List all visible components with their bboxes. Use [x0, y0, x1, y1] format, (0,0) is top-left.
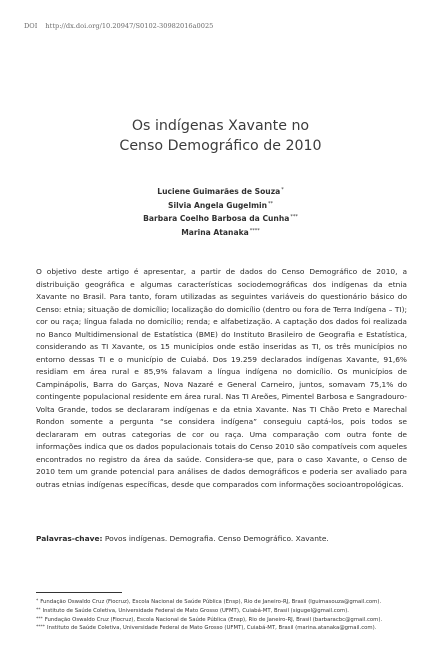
- footnote-divider: [36, 592, 122, 593]
- footnote-text: Instituto de Saúde Coletiva, Universidade Federal de Mato Grosso (UFMT), Cuiabá-MT, Brasil (sigugel@gmail.com).: [42, 607, 350, 614]
- author: [0, 212, 441, 226]
- author-name: Luciene Guimarães de Souza: [157, 187, 281, 196]
- author: [0, 199, 441, 213]
- doi-line: [24, 22, 219, 30]
- footnote: [36, 607, 410, 616]
- abstract: O objetivo deste artigo é apresentar, a partir de dados do Censo Demográfico de 2010, a distribuição geográfica e algumas características sociodemográficas dos indígenas da etnia Xavante no Brasil. Para tanto, foram utilizadas as seguintes variáveis do questionário básico do Censo: etnia; situação de domicílio; localização do domicílio (dentro ou fora de Terra Indígena – TI); cor ou raça; língua falada no domicílio; renda; e alfabetização. A captação dos dados foi realizada no Banco Multidimensional de Estatística (BME) do Instituto Brasileiro de Geografia e Estatística, considerando as TI Xavante, os 15 municípios onde estão inseridas as TI, os três municípios no entorno dessas TI e o município de Cuiabá. Dos 19.259 declarados indígenas Xavante, 91,6% residiam em área rural e 85,9% falavam a língua indígena no domicílio. Os municípios de Campinápolis, Barra do Garças, Nova Nazaré e General Carneiro, juntos, somavam 75,1% do contingente populacional residente em área rural. Nas TI Areões, Pimentel Barbosa e Sangradouro-Volta Grande, todos se declararam indígenas e da etnia Xavante. Nas TI Chão Preto e Marechal Rondon somente a pergunta “se considera indígena” conseguiu captá-los, pois todos se declararam em outras categorias de cor ou raça. Uma comparação com outra fonte de informações indica que os dados populacionais totais do Censo 2010 são compatíveis com aqueles encontrados no registro da área da saúde. Considera-se que, para o caso Xavante, o Censo de 2010 tem um grande potencial para análises de dados demográficos e poderia ser avaliado para outras etnias indígenas específicas, desde que comparados com informações socioantropológicas.: [36, 267, 407, 489]
- title-line-2: Censo Demográfico de 2010: [119, 138, 322, 154]
- footnote-mark: *: [36, 599, 39, 604]
- footnote-text: Fundação Oswaldo Cruz (Fiocruz), Escola Nacional de Saúde Pública (Ensp), Rio de Janeiro-RJ, Brasil (lguimasouza@gmail.com).: [40, 599, 382, 605]
- author-mark: ****: [249, 227, 260, 234]
- author-mark: *: [281, 187, 284, 193]
- author-mark: ***: [290, 214, 298, 220]
- author-name: Marina Atanaka: [181, 227, 249, 237]
- doi-label: DOI: [24, 22, 38, 30]
- footnote-text: Instituto de Saúde Coletiva, Universidade Federal de Mato Grosso (UFMT), Cuiabá-MT, Brasil (marina.atanaka@gmail.com).: [47, 625, 377, 632]
- footnote-mark: ****: [36, 625, 45, 631]
- footnote: [36, 598, 410, 607]
- author-list: [0, 185, 441, 239]
- article-title: [0, 116, 441, 156]
- footnote: [36, 616, 410, 625]
- footnote-mark: **: [36, 607, 41, 613]
- author: [0, 226, 441, 240]
- footnote-text: Fundação Oswaldo Cruz (Fiocruz), Escola Nacional de Saúde Pública (Ensp), Rio de Janeiro-RJ, Brasil (barbaracbc@gmail.com).: [44, 616, 383, 623]
- doi-link[interactable]: http://dx.doi.org/10.20947/S0102-30982016a0025: [45, 22, 214, 30]
- author: [0, 185, 441, 199]
- footnote-mark: ***: [36, 616, 43, 622]
- author-name: Barbara Coelho Barbosa da Cunha: [143, 214, 290, 223]
- author-mark: **: [268, 200, 273, 207]
- footnotes: [36, 598, 410, 633]
- footnote: [36, 624, 410, 633]
- keywords: [36, 533, 407, 545]
- keywords-text: Povos indígenas. Demografia. Censo Demográfico. Xavante.: [104, 534, 329, 543]
- keywords-label: Palavras-chave:: [36, 534, 103, 543]
- title-line-1: Os indígenas Xavante no: [131, 118, 310, 134]
- author-name: Silvia Angela Gugelmin: [168, 200, 267, 210]
